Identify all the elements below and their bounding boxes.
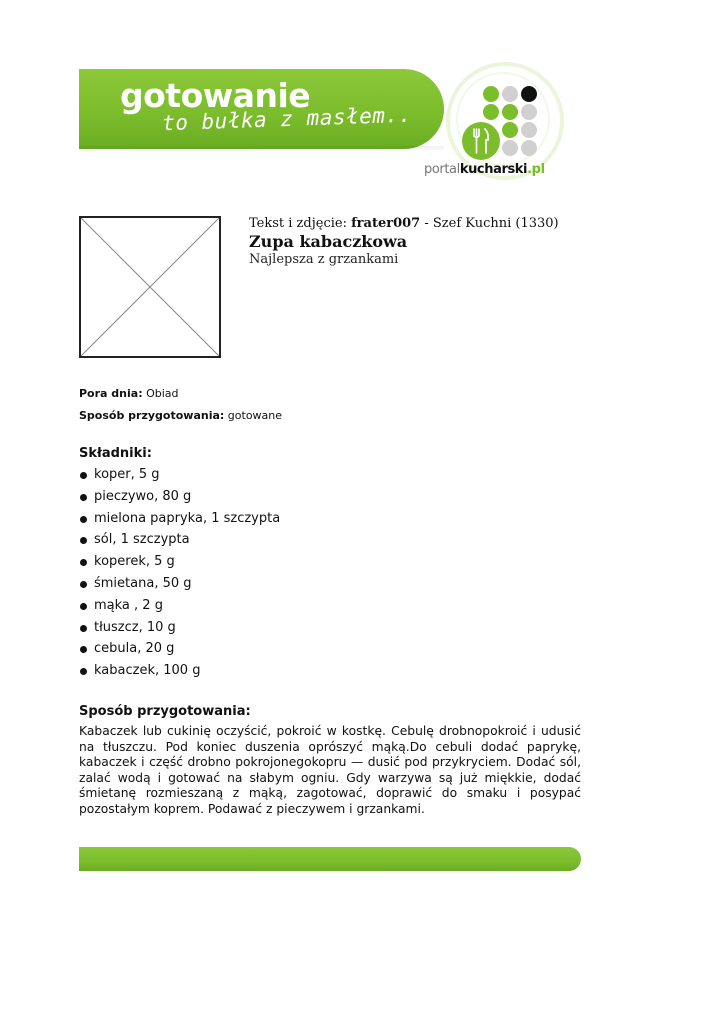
portal-logo — [424, 162, 545, 177]
author-suffix: - Szef Kuchni (1330) — [420, 216, 559, 231]
list-item — [79, 660, 280, 682]
footer-bar — [79, 847, 581, 871]
logo-dot — [483, 86, 499, 102]
meta-pora-label: Pora dnia: — [79, 387, 143, 400]
logo-dot — [521, 104, 537, 120]
ingredients-heading: Składniki: — [79, 446, 152, 461]
ingredient-text: kabaczek, 100 g — [94, 663, 201, 679]
ingredient-text: sól, 1 szczypta — [94, 532, 190, 548]
bullet-icon — [80, 668, 87, 675]
fork-knife-icon — [470, 127, 492, 155]
bullet-icon — [80, 581, 87, 588]
portal-logo-part2: kucharski — [459, 162, 528, 177]
ingredient-text: śmietana, 50 g — [94, 575, 192, 591]
logo-dot — [483, 104, 499, 120]
meta-pora-value: Obiad — [142, 387, 179, 400]
list-item — [79, 529, 280, 551]
list-item — [79, 617, 280, 639]
recipe-photo-placeholder — [79, 216, 221, 358]
logo-dot — [502, 140, 518, 156]
ingredient-text: tłuszcz, 10 g — [94, 619, 176, 635]
list-item — [79, 486, 280, 508]
logo-dot — [521, 122, 537, 138]
brand-tagline: to bułka z masłem.. — [161, 102, 413, 136]
list-item — [79, 573, 280, 595]
list-item — [79, 638, 280, 660]
author-prefix: Tekst i zdjęcie: — [249, 216, 352, 231]
logo-dot — [502, 122, 518, 138]
portal-logo-part1: portal — [424, 162, 460, 177]
list-item — [79, 464, 280, 486]
list-item — [79, 595, 280, 617]
meta-sposob-value: gotowane — [224, 409, 283, 422]
image-placeholder-icon — [81, 218, 219, 356]
ingredient-text: cebula, 20 g — [94, 641, 175, 657]
logo-dot — [502, 104, 518, 120]
bullet-icon — [80, 472, 87, 479]
brand-title: gotowanie — [120, 76, 311, 115]
list-item — [79, 508, 280, 530]
meta-sposob — [79, 409, 282, 422]
ingredient-text: koperek, 5 g — [94, 554, 175, 570]
meta-sposob-label: Sposób przygotowania: — [79, 409, 225, 422]
bullet-icon — [80, 537, 87, 544]
bullet-icon — [80, 603, 87, 610]
ingredient-text: mielona papryka, 1 szczypta — [94, 510, 281, 526]
bullet-icon — [80, 494, 87, 501]
portal-logo-part3: .pl — [527, 162, 545, 177]
bullet-icon — [80, 516, 87, 523]
bullet-icon — [80, 559, 87, 566]
logo-dot — [502, 86, 518, 102]
ingredient-text: mąka , 2 g — [94, 597, 163, 613]
bullet-icon — [80, 646, 87, 653]
instructions-heading: Sposób przygotowania: — [79, 704, 251, 719]
bullet-icon — [80, 625, 87, 632]
author-line — [249, 216, 559, 231]
ingredient-text: pieczywo, 80 g — [94, 488, 192, 504]
logo-dot — [521, 86, 537, 102]
meta-pora-dnia — [79, 387, 179, 400]
recipe-subtitle: Najlepsza z grzankami — [249, 252, 399, 267]
logo-dot — [521, 140, 537, 156]
author-name[interactable]: frater007 — [351, 216, 421, 231]
ingredients-list — [79, 464, 280, 682]
list-item — [79, 551, 280, 573]
banner-shadow — [79, 146, 444, 152]
ingredient-text: koper, 5 g — [94, 467, 160, 482]
recipe-title: Zupa kabaczkowa — [249, 232, 408, 251]
instructions-text: Kabaczek lub cukinię oczyścić, pokroić w kostkę. Cebulę drobnopokroić i udusić na tłuszczu. Pod koniec duszenia oprószyć mąką.Do cebuli dodać paprykę, kabaczek i część drobno pokrojonegokopru — dusić pod przykryciem. Dodać sól, zalać wodą i gotować na słabym ogniu. Gdy warzywa są już miękkie, dodać śmietanę rozmieszaną z mąką, zagotować, doprawić do smaku i posypać pozostałym koprem. Podawać z pieczywem i grzankami. — [79, 724, 581, 816]
